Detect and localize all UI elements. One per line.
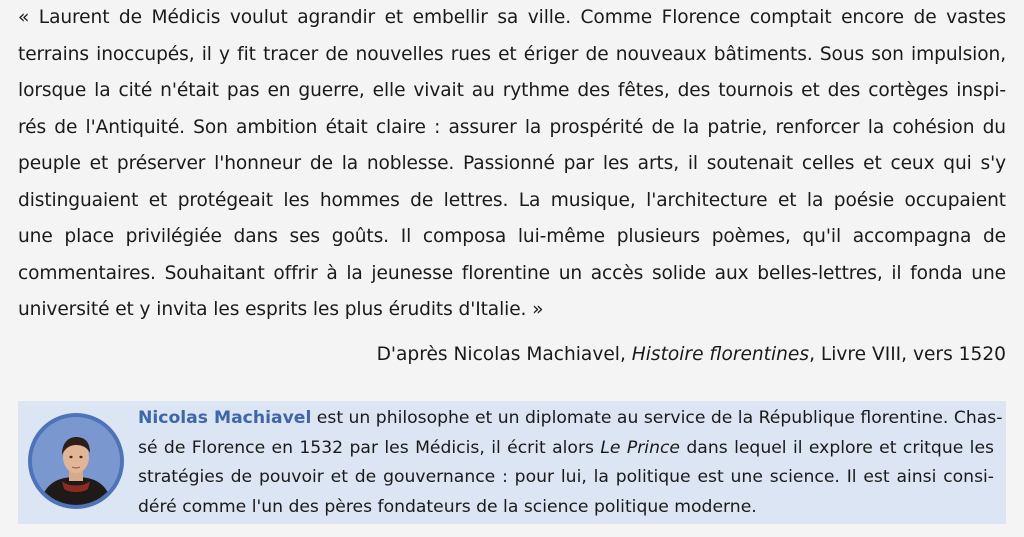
quote-line: rés de l'Antiquité. Son ambition était claire : assurer la prospérité de la patrie, renforcer la cohésion du (18, 116, 1006, 138)
source-work-title: Histoire florentines (631, 344, 810, 365)
portrait-illustration (32, 417, 120, 505)
quote-line: terrains inoccupés, il y fit tracer de nouvelles rues et ériger de nouveaux bâtiments. Sous son impulsion, (18, 43, 1006, 65)
bio-text-fragment: sé de Florence en 1532 par les Médicis, il écrit alors (138, 437, 601, 458)
quote-line: peuple et préserver l'honneur de la noblesse. Passionné par les arts, il soutenait celles et ceux qui s'y (18, 153, 1006, 174)
bio-line (138, 434, 994, 464)
quote-line: commentaires. Souhaitant offrir à la jeunesse florentine un accès solide aux belles-lettres, il fonda une (18, 262, 1006, 284)
bio-line: déré comme l'un des pères fondateurs de la science politique moderne. (138, 496, 757, 517)
author-name: Nicolas Machiavel (138, 408, 312, 428)
quote-line: « Laurent de Médicis voulut agrandir et embellir sa ville. Comme Florence comptait encore de vastes (18, 7, 1006, 28)
book-title: Le Prince (600, 437, 681, 458)
source-prefix: D'après Nicolas Machiavel, (376, 344, 632, 365)
source-suffix: , Livre VIII, vers 1520 (809, 344, 1006, 365)
bio-line (138, 404, 1003, 434)
quote-line: université et y invita les esprits les plus érudits d'Italie. » (18, 299, 544, 320)
author-bio-box (18, 401, 1006, 524)
author-portrait (28, 413, 124, 509)
bio-line: stratégies de pouvoir et de gouvernance : pour lui, la politique est une science. Il est ainsi consi- (138, 467, 994, 487)
quote-source (377, 337, 1006, 373)
quote-block (18, 0, 1006, 329)
bio-text-fragment: est un philosophe et un diplomate au service de la République florentine. Chas- (311, 408, 1003, 428)
bio-text-fragment: dans lequel il explore et critque les (680, 437, 994, 458)
quote-line: lorsque la cité n'était pas en guerre, elle vivait au rythme des fêtes, des tournois et des cortèges inspi- (18, 80, 1006, 101)
author-bio-text (138, 404, 1003, 522)
quote-line: distinguaient et protégeait les hommes de lettres. La musique, l'architecture et la poésie occupaient (18, 189, 1006, 211)
quote-line: une place privilégiée dans ses goûts. Il composa lui-même plusieurs poèmes, qu'il accompagna de (18, 226, 1006, 247)
